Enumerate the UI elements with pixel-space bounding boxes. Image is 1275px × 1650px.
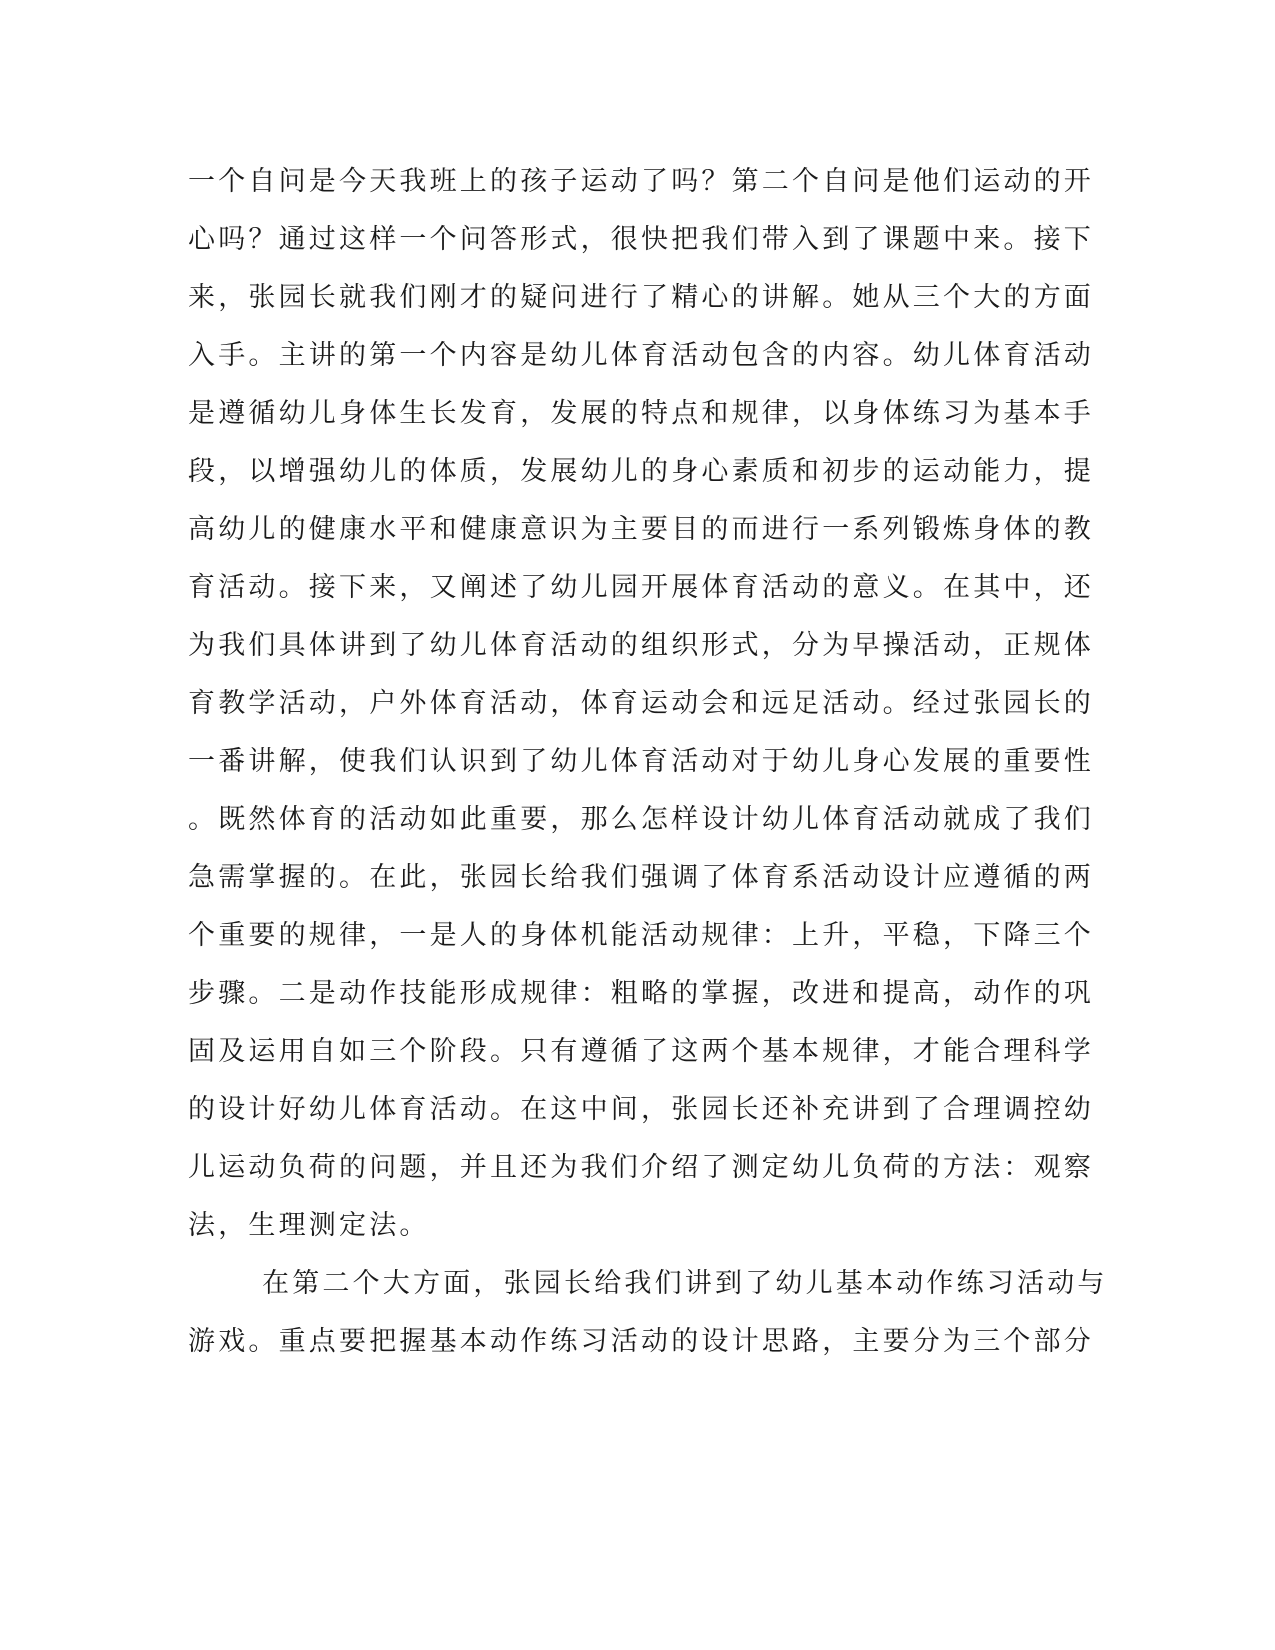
body-text-line: 急需掌握的。在此，张园长给我们强调了体育系活动设计应遵循的两 (188, 862, 1094, 893)
body-text-line: 法，生理测定法。 (188, 1210, 430, 1241)
body-text-line: 育活动。接下来，又阐述了幼儿园开展体育活动的意义。在其中，还 (188, 572, 1094, 603)
body-text-line: 高幼儿的健康水平和健康意识为主要目的而进行一系列锻炼身体的教 (188, 514, 1094, 545)
paragraph-first-line: 在第二个大方面，张园长给我们讲到了幼儿基本动作练习活动与 (262, 1268, 1108, 1299)
body-text-line: 来，张园长就我们刚才的疑问进行了精心的讲解。她从三个大的方面 (188, 282, 1094, 313)
body-text-line: 步骤。二是动作技能形成规律：粗略的掌握，改进和提高，动作的巩 (188, 978, 1094, 1009)
body-text-line: 一个自问是今天我班上的孩子运动了吗？第二个自问是他们运动的开 (188, 166, 1094, 197)
body-text-line: 游戏。重点要把握基本动作练习活动的设计思路，主要分为三个部分 (188, 1326, 1094, 1357)
body-text-line: 心吗？通过这样一个问答形式，很快把我们带入到了课题中来。接下 (188, 224, 1094, 255)
body-text-line: 为我们具体讲到了幼儿体育活动的组织形式，分为早操活动，正规体 (188, 630, 1094, 661)
body-text-line: 一番讲解，使我们认识到了幼儿体育活动对于幼儿身心发展的重要性 (188, 746, 1094, 777)
body-text-line: 入手。主讲的第一个内容是幼儿体育活动包含的内容。幼儿体育活动 (188, 340, 1094, 371)
body-text-line: 是遵循幼儿身体生长发育，发展的特点和规律，以身体练习为基本手 (188, 398, 1094, 429)
body-text-line: 的设计好幼儿体育活动。在这中间，张园长还补充讲到了合理调控幼 (188, 1094, 1094, 1125)
body-text-line: 固及运用自如三个阶段。只有遵循了这两个基本规律，才能合理科学 (188, 1036, 1094, 1067)
body-text-line: 段，以增强幼儿的体质，发展幼儿的身心素质和初步的运动能力，提 (188, 456, 1094, 487)
body-text-line: 儿运动负荷的问题，并且还为我们介绍了测定幼儿负荷的方法：观察 (188, 1152, 1094, 1183)
body-text-line: 。既然体育的活动如此重要，那么怎样设计幼儿体育活动就成了我们 (188, 804, 1094, 835)
body-text-line: 育教学活动，户外体育活动，体育运动会和远足活动。经过张园长的 (188, 688, 1094, 719)
body-text-line: 个重要的规律，一是人的身体机能活动规律：上升，平稳，下降三个 (188, 920, 1094, 951)
